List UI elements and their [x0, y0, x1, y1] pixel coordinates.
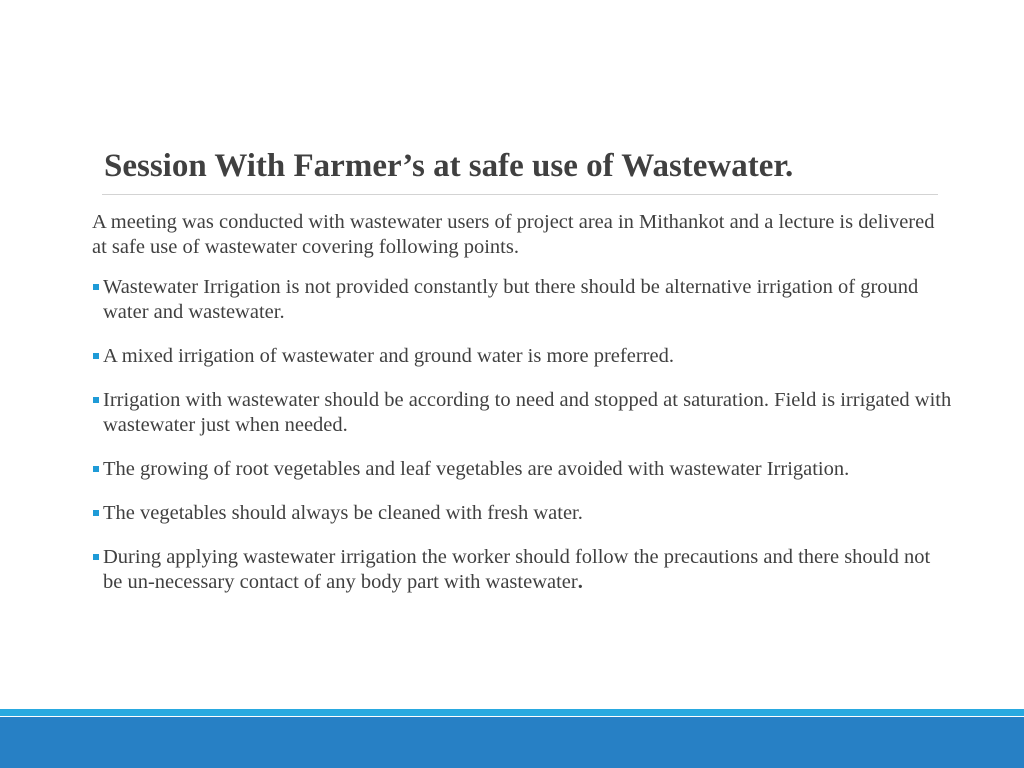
bullet-text: The vegetables should always be cleaned with fresh water.	[103, 502, 583, 524]
square-bullet-icon	[93, 353, 99, 359]
square-bullet-icon	[93, 397, 99, 403]
bullet-item	[92, 388, 952, 438]
bullet-text: Irrigation with wastewater should be according to need and stopped at saturation. Field is irrigated with wastewater just when needed.	[103, 389, 952, 436]
slide-content	[92, 210, 952, 614]
intro-paragraph: A meeting was conducted with wastewater users of project area in Mithankot and a lecture is delivered at safe use of wastewater covering following points.	[92, 211, 935, 258]
slide-title: Session With Farmer’s at safe use of Wastewater.	[104, 148, 794, 184]
title-divider	[102, 194, 938, 195]
bullet-text: Wastewater Irrigation is not provided constantly but there should be alternative irrigation of ground water and wastewater.	[103, 276, 919, 323]
footer-band	[0, 709, 1024, 768]
bullet-item	[92, 501, 952, 526]
bullet-list	[92, 275, 952, 595]
bullet-item	[92, 457, 952, 482]
bullet-text: The growing of root vegetables and leaf vegetables are avoided with wastewater Irrigation.	[103, 458, 850, 480]
bullet-end-period: .	[577, 571, 583, 593]
bullet-item	[92, 344, 952, 369]
square-bullet-icon	[93, 554, 99, 560]
square-bullet-icon	[93, 510, 99, 516]
bullet-item	[92, 545, 952, 595]
bullet-text: During applying wastewater irrigation the worker should follow the precautions and there should not be un-necessary contact of any body part with wastewater	[103, 546, 931, 593]
square-bullet-icon	[93, 284, 99, 290]
bullet-text: A mixed irrigation of wastewater and ground water is more preferred.	[103, 345, 674, 367]
footer-accent-stripe	[0, 709, 1024, 716]
square-bullet-icon	[93, 466, 99, 472]
bullet-item	[92, 275, 952, 325]
footer-solid-band	[0, 717, 1024, 768]
